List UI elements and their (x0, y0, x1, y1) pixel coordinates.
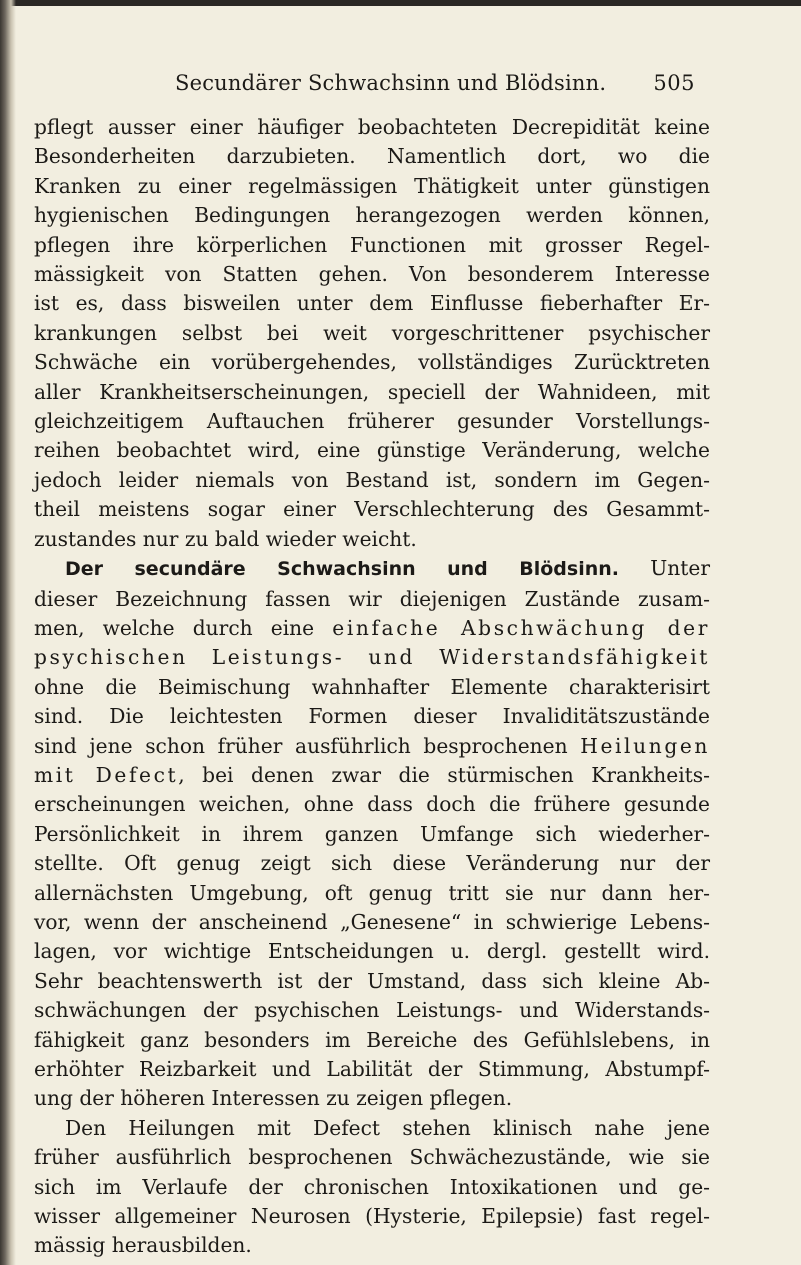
page-number: 505 (653, 71, 695, 95)
text-line: mässig herausbilden. (34, 1233, 252, 1258)
text-line: pflegen ihre körperlichen Functionen mit grosser Regel- (34, 232, 710, 257)
text-line: wisser allgemeiner Neurosen (Hysterie, Epilepsie) fast regel- (34, 1204, 710, 1229)
emphasis-text: einfache Abschwächung der (332, 615, 710, 640)
text-line: ung der höheren Interessen zu zeigen pflegen. (34, 1086, 513, 1111)
text-line: gleichzeitigem Auftauchen früherer gesunder Vorstellungs- (34, 409, 710, 434)
paragraph-3 (34, 1114, 710, 1261)
emphasis-line: psychischen Leistungs- und Widerstandsfähigkeit (34, 645, 710, 670)
text-line (34, 761, 710, 790)
text-line: jedoch leider niemals von Bestand ist, sondern im Gegen- (34, 467, 710, 492)
text-line: fähigkeit ganz besonders im Bereiche des Gefühlslebens, in (34, 1027, 710, 1052)
emphasis-text: mit Defect (34, 762, 179, 787)
text-run: sind jene schon früher ausführlich besprochenen (34, 733, 581, 758)
text-line: stellte. Oft genug zeigt sich diese Veränderung nur der (34, 851, 710, 876)
text-line: aller Krankheitserscheinungen, speciell der Wahnideen, mit (34, 379, 710, 404)
text-line: Den Heilungen mit Defect stehen klinisch nahe jene (65, 1115, 710, 1140)
text-line: ohne die Beimischung wahnhafter Elemente charakterisirt (34, 674, 710, 699)
body-text (34, 113, 710, 1261)
text-line: allernächsten Umgebung, oft genug tritt sie nur dann her- (34, 880, 710, 905)
text-run: men, welche durch eine (34, 615, 333, 640)
text-line: schwächungen der psychischen Leistungs- und Widerstands- (34, 998, 710, 1023)
text-line (34, 554, 710, 584)
text-line: vor, wenn der anscheinend „Genesene“ in schwierige Lebens- (34, 909, 710, 934)
page-header (175, 71, 695, 101)
text-line: Besonderheiten darzubieten. Namentlich dort, wo die (34, 144, 710, 169)
text-line: dieser Bezeichnung fassen wir diejenigen Zustände zusam- (34, 586, 710, 611)
text-line: hygienischen Bedingungen herangezogen werden können, (34, 203, 710, 228)
running-title: Secundärer Schwachsinn und Blödsinn. (175, 71, 607, 95)
paragraph-1 (34, 113, 710, 554)
text-line: früher ausführlich besprochenen Schwächezustände, wie sie (34, 1145, 710, 1170)
top-edge-rule (0, 0, 801, 6)
text-line: erhöhter Reizbarkeit und Labilität der Stimmung, Abstumpf- (34, 1057, 710, 1081)
text-line (34, 614, 710, 643)
text-line: Kranken zu einer regelmässigen Thätigkeit unter günstigen (34, 173, 710, 198)
text-line: zustandes nur zu bald wieder weicht. (34, 526, 417, 551)
paragraph-2 (34, 554, 710, 1114)
text-line: lagen, vor wichtige Entscheidungen u. dergl. gestellt wird. (34, 939, 710, 964)
text-line: theil meistens sogar einer Verschlechterung des Gesammt- (34, 497, 710, 522)
text-run: Unter (618, 556, 710, 581)
text-line: Schwäche ein vorübergehendes, vollständiges Zurücktreten (34, 350, 710, 375)
text-line: sind. Die leichtesten Formen dieser Invaliditätszustände (34, 704, 710, 729)
emphasis-text: Heilungen (580, 733, 710, 758)
text-line (34, 732, 710, 761)
text-line: krankungen selbst bei weit vorgeschrittener psychischer (34, 320, 710, 345)
text-line: pflegt ausser einer häufiger beobachteten Decrepidität keine (34, 115, 710, 139)
text-run: , bei denen zwar die stürmischen Krankheits- (178, 762, 710, 787)
text-line: sich im Verlaufe der chronischen Intoxikationen und ge- (34, 1174, 710, 1199)
text-line: mässigkeit von Statten gehen. Von besonderem Interesse (34, 262, 710, 287)
text-line: erscheinungen weichen, ohne dass doch die frühere gesunde (34, 792, 710, 817)
text-line: reihen beobachtet wird, eine günstige Veränderung, welche (34, 438, 710, 463)
text-line: Sehr beachtenswerth ist der Umstand, dass sich kleine Ab- (34, 968, 710, 993)
section-heading: Der secundäre Schwachsinn und Blödsinn. (65, 558, 619, 581)
binding-shadow (0, 0, 16, 1265)
text-line: ist es, dass bisweilen unter dem Einflusse fieberhafter Er- (34, 291, 710, 316)
text-line: Persönlichkeit in ihrem ganzen Umfange sich wiederher- (34, 821, 710, 846)
